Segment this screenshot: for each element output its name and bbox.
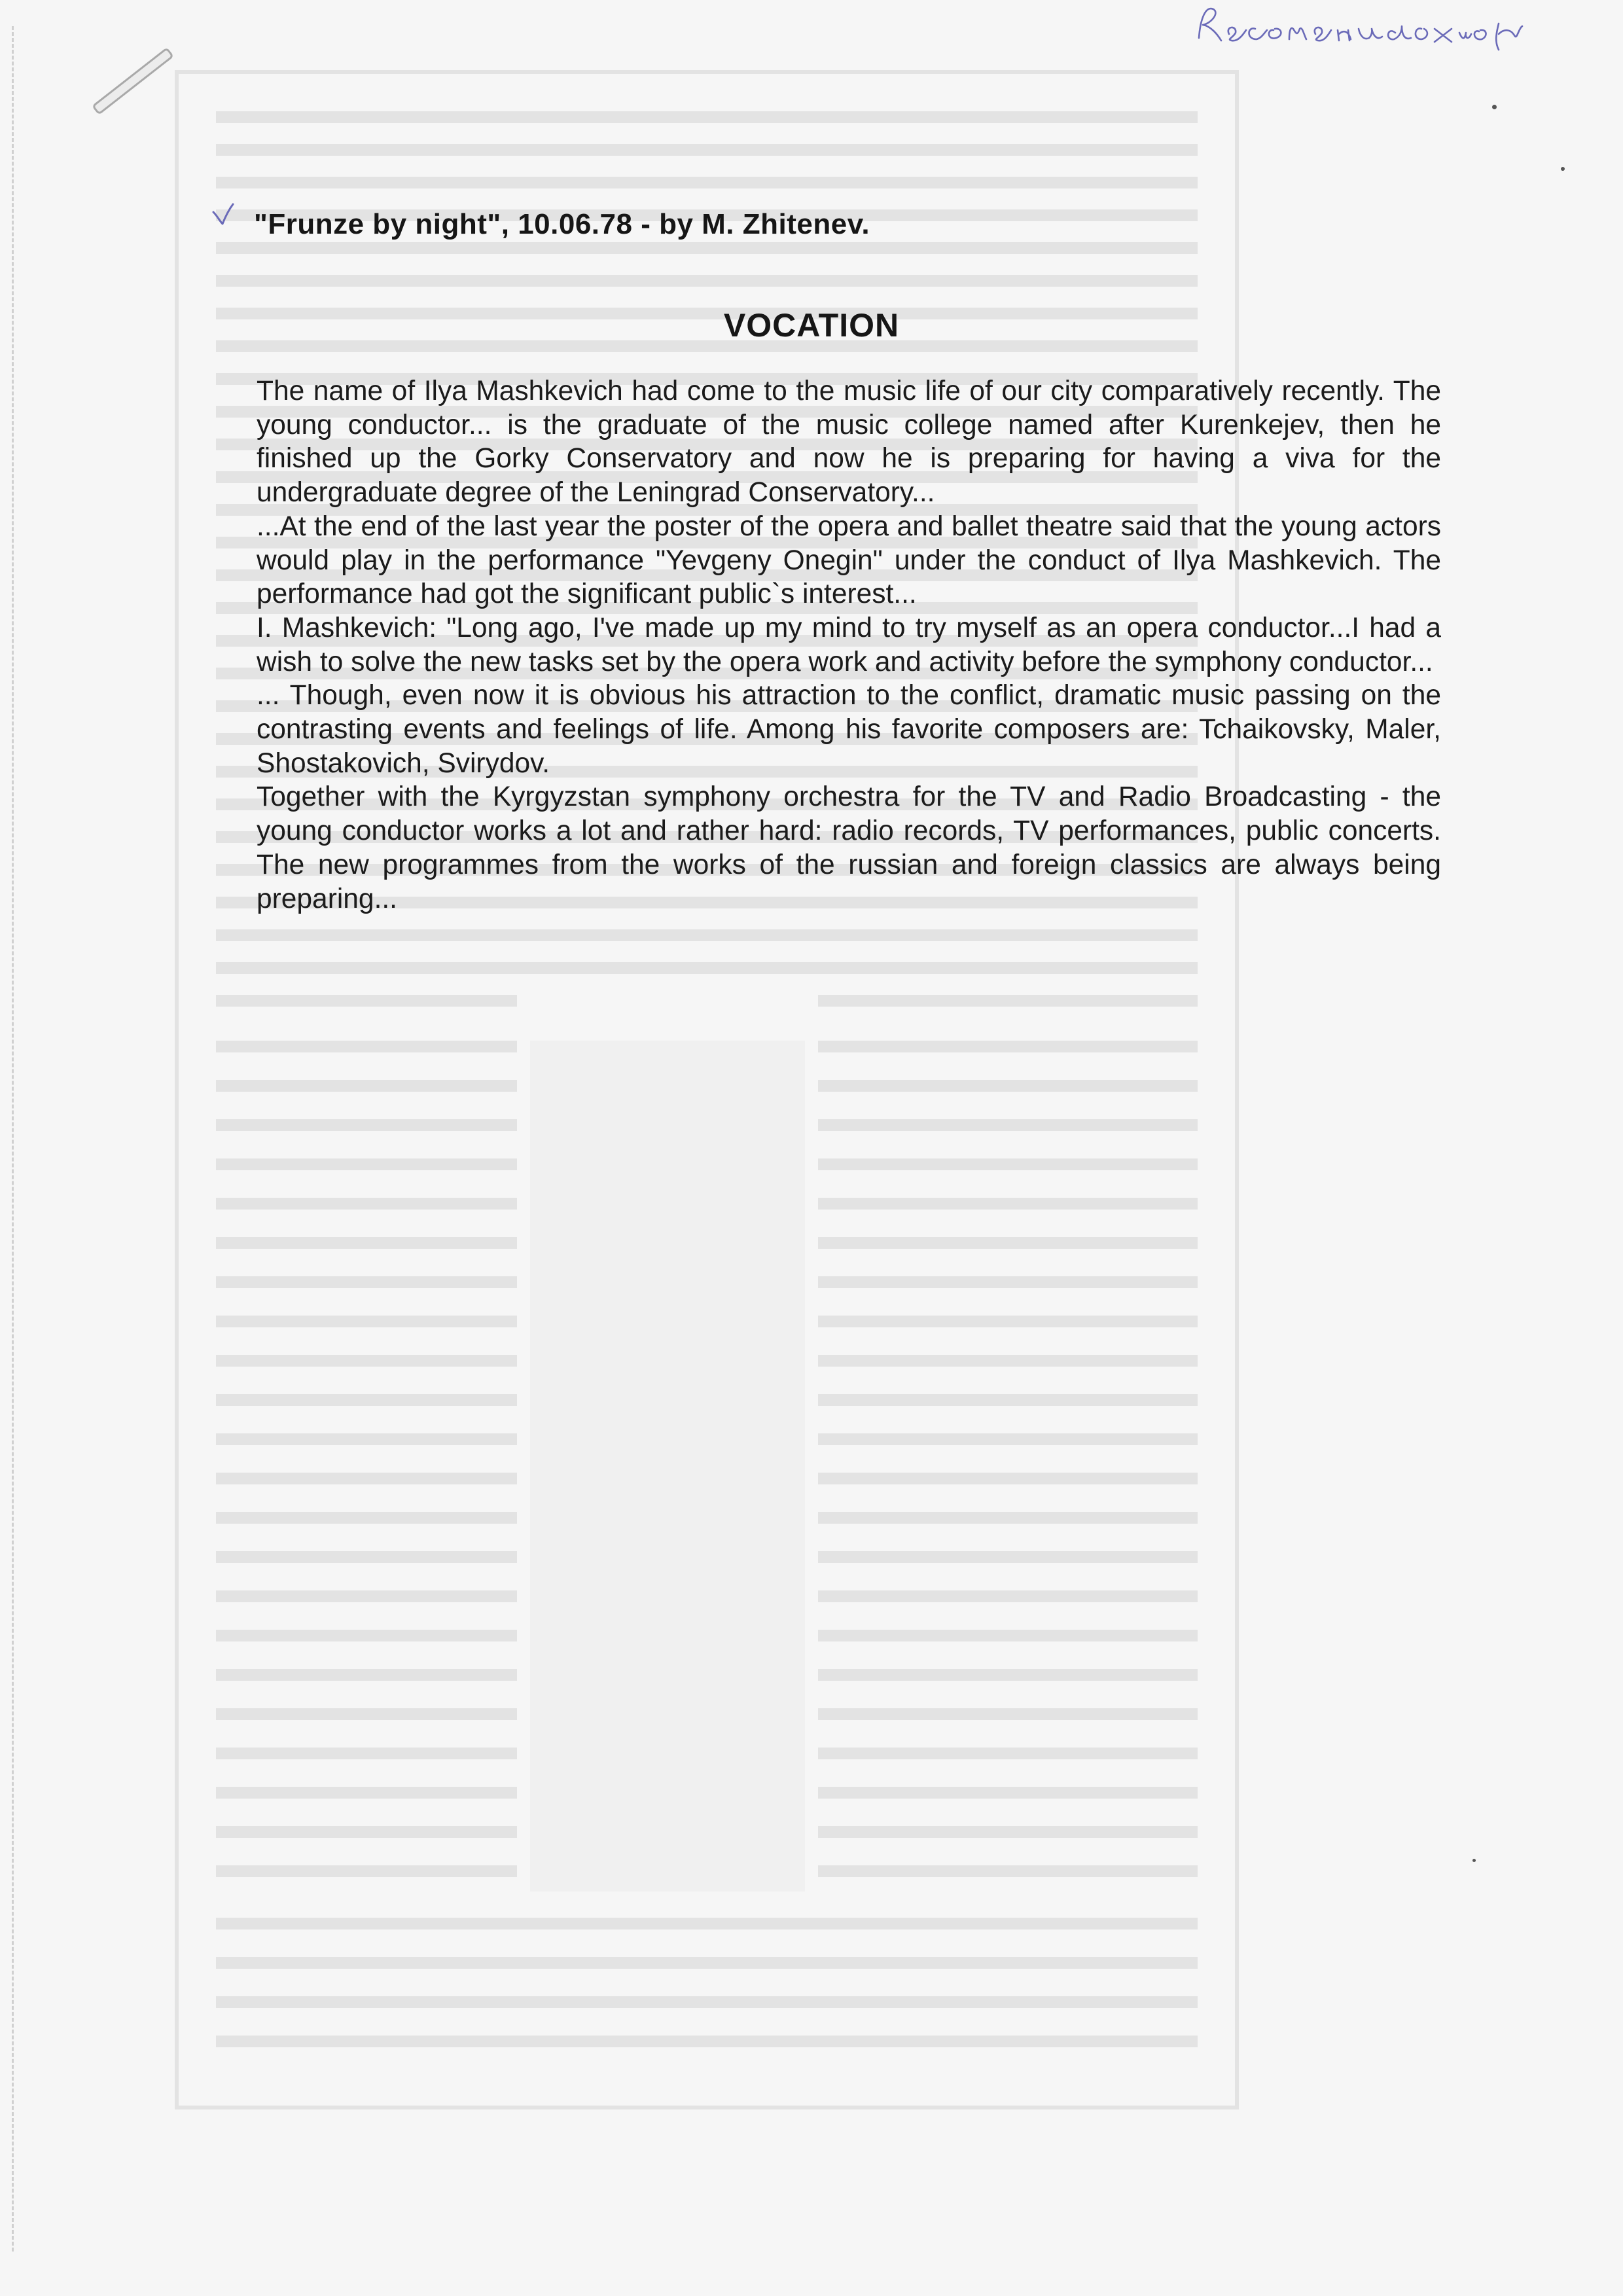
article-body <box>257 374 1441 916</box>
source-line: "Frunze by night", 10.06.78 - by M. Zhitenev. <box>254 208 870 240</box>
paragraph: Together with the Kyrgyzstan symphony orchestra for the TV and Radio Broadcasting - the young conductor works a lot and rather hard: radio records, TV performances, public concerts. The new programmes from the works of the russian and foreign classics are always being preparing... <box>257 781 1441 914</box>
handwritten-note-text: Рекомендации <box>1191 0 1196 1</box>
staple-mark <box>92 47 174 115</box>
paragraph: ...At the end of the last year the poster of the opera and ballet theatre said that the young actors would play in the performance "Yevgeny Onegin" under the conduct of Ilya Mashkevich. The performance had got the significant public`s interest... <box>257 511 1441 610</box>
scan-speck <box>1561 167 1565 171</box>
paragraph: The name of Ilya Mashkevich had come to the music life of our city comparatively recently. The young conductor... is the graduate of the music college named after Kurenkejev, then he finished up the Gorky Conservatory and now he is preparing for having a viva for the undergraduate degree of the Leningrad Conservatory... <box>257 376 1441 509</box>
handwritten-annotation <box>1191 0 1544 52</box>
reverse-side-clipping <box>164 59 1250 2121</box>
article-title: VOCATION <box>723 307 900 344</box>
scan-speck <box>1472 1859 1476 1862</box>
check-mark-icon <box>211 202 236 228</box>
scan-speck <box>1492 105 1497 109</box>
paragraph: ... Though, even now it is obvious his attraction to the conflict, dramatic music passing on the contrasting events and feelings of life. Among his favorite composers are: Tchaikovsky, Maler, Shostakovich, Svirydov. <box>257 680 1441 779</box>
paragraph: I. Mashkevich: "Long ago, I've made up my mind to try myself as an opera conductor...I had a wish to solve the new tasks set by the opera work and activity before the symphony conductor... <box>257 612 1441 677</box>
scan-edge-marks <box>12 26 16 2251</box>
